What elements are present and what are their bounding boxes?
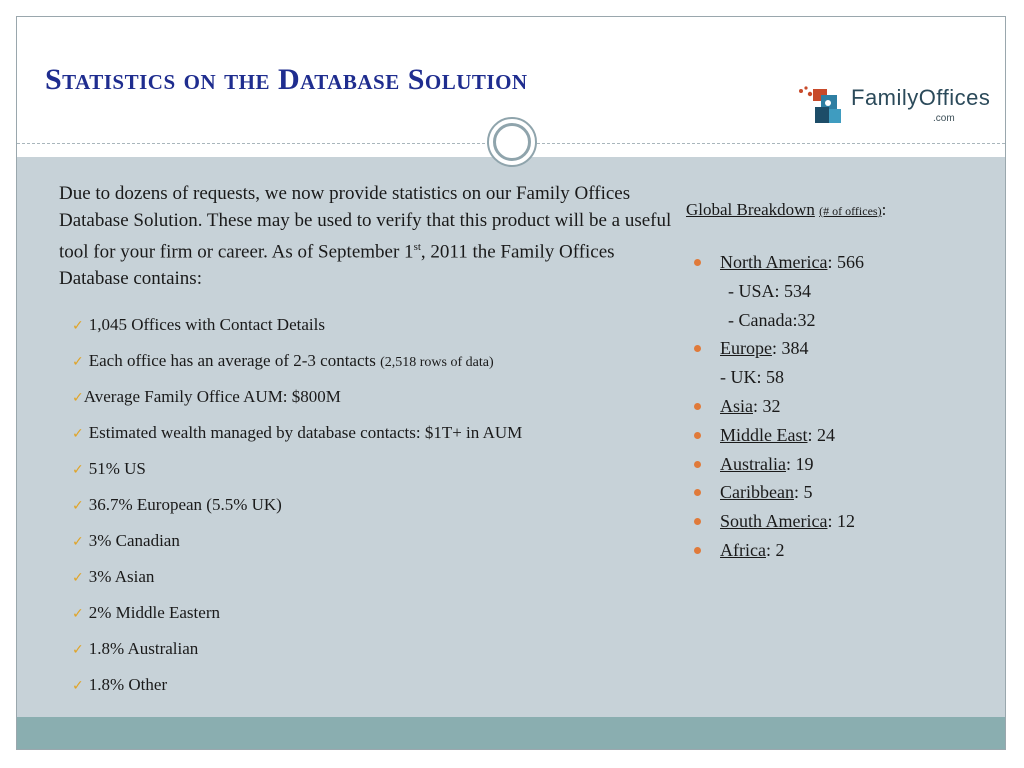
region-name: Europe: [720, 338, 772, 359]
checklist-item-text: Estimated wealth managed by database contacts: $1T+ in AUM: [88, 423, 523, 442]
bullet-icon: [694, 259, 701, 266]
divider-circle-ornament: [487, 117, 537, 167]
region-value: : 24: [807, 424, 836, 445]
region-subitem-text: - UK: 58: [720, 367, 784, 388]
region-name: Caribbean: [720, 482, 794, 503]
bullet-icon: [694, 547, 701, 554]
region-subitem: [720, 363, 864, 392]
breakdown-title: Global Breakdown: [686, 200, 815, 219]
logo-name: FamilyOffices: [851, 85, 991, 110]
checklist-item-text: Average Family Office AUM: $800M: [83, 387, 341, 406]
intro-text-before: Due to dozens of requests, we now provide statistics on our Family Offices Database Solution. These may be used to verify that this product will be a useful tool for your firm or career. As of September 1: [59, 183, 672, 263]
checklist-item: [72, 384, 522, 420]
region-item: [720, 536, 864, 565]
region-subitem-text: - Canada:32: [728, 309, 816, 330]
region-item: [720, 421, 864, 450]
checklist-item: [72, 348, 522, 384]
intro-text-after: , 2011 the Family Offices Database contains:: [59, 241, 615, 290]
region-subitem-text: - USA: 534: [728, 280, 812, 301]
region-value: : 5: [793, 482, 813, 503]
bullet-icon: [694, 403, 701, 410]
check-icon: ✓: [72, 318, 84, 334]
checklist-item: [72, 672, 522, 708]
check-icon: ✓: [72, 534, 84, 550]
region-subitem: [720, 306, 864, 335]
region-value: : 384: [771, 338, 809, 359]
bullet-icon: [694, 432, 701, 439]
breakdown-colon: :: [881, 200, 887, 219]
checklist-item-text: 3% Asian: [88, 567, 155, 586]
region-item: [720, 507, 864, 536]
intro-sup: st: [413, 241, 421, 253]
footer-bar: [17, 717, 1005, 750]
puzzle-logo-icon: [795, 79, 851, 135]
region-name: Australia: [720, 453, 786, 474]
check-icon: ✓: [72, 390, 84, 406]
slide-title: Statistics on the Database Solution: [45, 63, 528, 96]
checklist-item: [72, 312, 522, 348]
check-icon: ✓: [72, 642, 84, 658]
check-icon: ✓: [72, 354, 84, 370]
check-icon: ✓: [72, 426, 84, 442]
check-icon: ✓: [72, 462, 84, 478]
region-item: [720, 392, 864, 421]
checklist-item-text: 3% Canadian: [88, 531, 180, 550]
checklist-item-text: 1,045 Offices with Contact Details: [88, 315, 325, 334]
region-item: [720, 248, 864, 277]
checklist-item-note: (2,518 rows of data): [380, 355, 494, 370]
logo-suffix: .com: [933, 113, 955, 124]
checklist-item-text: 36.7% European (5.5% UK): [88, 495, 282, 514]
intro-paragraph: [59, 180, 679, 292]
check-icon: ✓: [72, 678, 84, 694]
checklist-item-text: 51% US: [88, 459, 146, 478]
global-breakdown-heading: [686, 200, 886, 220]
checklist-item-text: 2% Middle Eastern: [88, 603, 220, 622]
checklist-item: [72, 564, 522, 600]
check-icon: ✓: [72, 498, 84, 514]
checklist-item-text: Each office has an average of 2-3 contacts: [88, 351, 381, 370]
check-icon: ✓: [72, 570, 84, 586]
region-item: [720, 450, 864, 479]
divider-circle-inner: [493, 123, 531, 161]
region-name: Middle East: [720, 424, 808, 445]
checklist-item-text: 1.8% Australian: [88, 639, 199, 658]
checklist-item: [72, 420, 522, 456]
region-value: : 566: [827, 252, 864, 272]
checklist-item: [72, 492, 522, 528]
region-subitem: [720, 277, 864, 306]
region-name: South America: [720, 511, 828, 532]
region-value: : 19: [785, 453, 814, 474]
region-item: [720, 478, 864, 507]
region-name: Africa: [720, 539, 766, 560]
check-icon: ✓: [72, 606, 84, 622]
region-name: Asia: [720, 395, 753, 416]
region-name: North America: [720, 252, 828, 272]
checklist-item: [72, 600, 522, 636]
region-value: : 12: [827, 511, 855, 532]
region-item: [720, 334, 864, 363]
checklist-item: [72, 528, 522, 564]
region-value: : 2: [765, 539, 785, 560]
familyoffices-logo: [795, 79, 995, 135]
region-value: : 32: [753, 395, 781, 416]
checklist-item: [72, 636, 522, 672]
breakdown-note: (# of offices): [819, 204, 882, 218]
checklist-item-text: 1.8% Other: [88, 675, 168, 694]
bullet-icon: [694, 461, 701, 468]
database-stats-checklist: [72, 312, 522, 708]
region-breakdown-list: [720, 248, 864, 565]
checklist-item: [72, 456, 522, 492]
